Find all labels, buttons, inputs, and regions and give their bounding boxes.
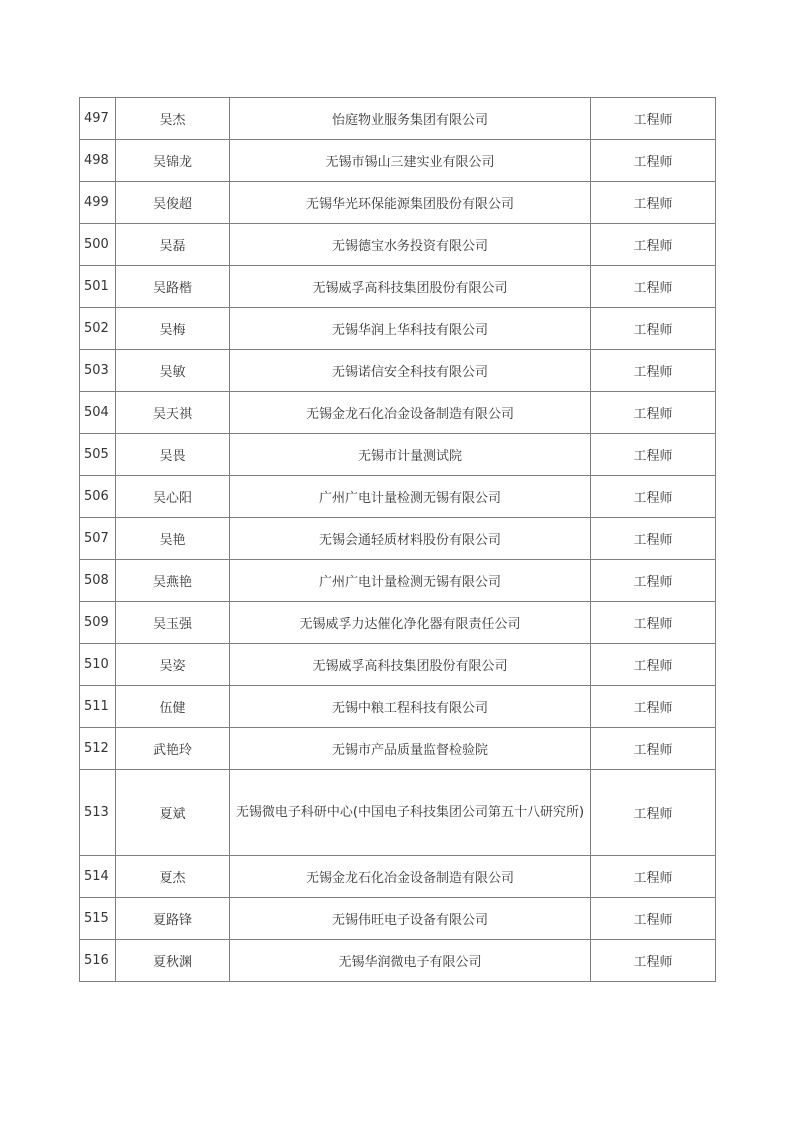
row-number: 506 xyxy=(80,476,116,518)
table-row xyxy=(80,602,716,644)
table-row xyxy=(80,224,716,266)
person-name: 武艳玲 xyxy=(116,728,230,770)
job-title: 工程师 xyxy=(591,308,716,350)
person-name: 吴磊 xyxy=(116,224,230,266)
person-name: 吴艳 xyxy=(116,518,230,560)
row-number: 500 xyxy=(80,224,116,266)
row-number: 507 xyxy=(80,518,116,560)
row-number: 502 xyxy=(80,308,116,350)
job-title: 工程师 xyxy=(591,686,716,728)
person-name: 夏杰 xyxy=(116,856,230,898)
organization: 无锡威孚高科技集团股份有限公司 xyxy=(230,266,591,308)
table-row xyxy=(80,476,716,518)
person-name: 吴锦龙 xyxy=(116,140,230,182)
organization: 无锡诺信安全科技有限公司 xyxy=(230,350,591,392)
person-name: 吴路楷 xyxy=(116,266,230,308)
person-name: 吴杰 xyxy=(116,98,230,140)
person-name: 吴玉强 xyxy=(116,602,230,644)
job-title: 工程师 xyxy=(591,898,716,940)
organization: 无锡中粮工程科技有限公司 xyxy=(230,686,591,728)
job-title: 工程师 xyxy=(591,98,716,140)
person-name: 夏路锋 xyxy=(116,898,230,940)
person-name: 夏秋渊 xyxy=(116,940,230,982)
table-row xyxy=(80,560,716,602)
row-number: 504 xyxy=(80,392,116,434)
table-row xyxy=(80,266,716,308)
table-row xyxy=(80,686,716,728)
table-row xyxy=(80,940,716,982)
table-row xyxy=(80,856,716,898)
organization: 广州广电计量检测无锡有限公司 xyxy=(230,560,591,602)
person-name: 吴畏 xyxy=(116,434,230,476)
organization: 怡庭物业服务集团有限公司 xyxy=(230,98,591,140)
organization: 无锡市计量测试院 xyxy=(230,434,591,476)
job-title: 工程师 xyxy=(591,350,716,392)
organization: 无锡华润上华科技有限公司 xyxy=(230,308,591,350)
row-number: 497 xyxy=(80,98,116,140)
job-title: 工程师 xyxy=(591,940,716,982)
row-number: 512 xyxy=(80,728,116,770)
organization: 无锡金龙石化冶金设备制造有限公司 xyxy=(230,392,591,434)
table-row xyxy=(80,182,716,224)
person-name: 吴敏 xyxy=(116,350,230,392)
table-row xyxy=(80,434,716,476)
organization: 广州广电计量检测无锡有限公司 xyxy=(230,476,591,518)
table-row xyxy=(80,140,716,182)
roster-body xyxy=(80,98,716,982)
organization: 无锡华润微电子有限公司 xyxy=(230,940,591,982)
job-title: 工程师 xyxy=(591,266,716,308)
row-number: 510 xyxy=(80,644,116,686)
organization: 无锡威孚力达催化净化器有限责任公司 xyxy=(230,602,591,644)
person-name: 吴天祺 xyxy=(116,392,230,434)
table-row xyxy=(80,350,716,392)
organization: 无锡金龙石化冶金设备制造有限公司 xyxy=(230,856,591,898)
row-number: 498 xyxy=(80,140,116,182)
row-number: 501 xyxy=(80,266,116,308)
person-name: 吴梅 xyxy=(116,308,230,350)
person-name: 夏斌 xyxy=(116,770,230,856)
table-row xyxy=(80,392,716,434)
organization: 无锡市锡山三建实业有限公司 xyxy=(230,140,591,182)
job-title: 工程师 xyxy=(591,602,716,644)
row-number: 503 xyxy=(80,350,116,392)
table-row xyxy=(80,518,716,560)
row-number: 514 xyxy=(80,856,116,898)
row-number: 505 xyxy=(80,434,116,476)
person-name: 吴俊超 xyxy=(116,182,230,224)
row-number: 511 xyxy=(80,686,116,728)
roster-table xyxy=(79,97,716,982)
table-row xyxy=(80,644,716,686)
row-number: 515 xyxy=(80,898,116,940)
job-title: 工程师 xyxy=(591,476,716,518)
table-row xyxy=(80,770,716,856)
job-title: 工程师 xyxy=(591,770,716,856)
job-title: 工程师 xyxy=(591,728,716,770)
table-row xyxy=(80,898,716,940)
row-number: 509 xyxy=(80,602,116,644)
row-number: 508 xyxy=(80,560,116,602)
job-title: 工程师 xyxy=(591,644,716,686)
row-number: 516 xyxy=(80,940,116,982)
organization: 无锡会通轻质材料股份有限公司 xyxy=(230,518,591,560)
organization: 无锡威孚高科技集团股份有限公司 xyxy=(230,644,591,686)
job-title: 工程师 xyxy=(591,392,716,434)
organization: 无锡市产品质量监督检验院 xyxy=(230,728,591,770)
job-title: 工程师 xyxy=(591,224,716,266)
table-row xyxy=(80,98,716,140)
job-title: 工程师 xyxy=(591,182,716,224)
job-title: 工程师 xyxy=(591,856,716,898)
person-name: 吴燕艳 xyxy=(116,560,230,602)
organization: 无锡德宝水务投资有限公司 xyxy=(230,224,591,266)
table-row xyxy=(80,308,716,350)
organization: 无锡华光环保能源集团股份有限公司 xyxy=(230,182,591,224)
row-number: 499 xyxy=(80,182,116,224)
person-name: 吴姿 xyxy=(116,644,230,686)
job-title: 工程师 xyxy=(591,140,716,182)
organization: 无锡微电子科研中心(中国电子科技集团公司第五十八研究所) xyxy=(230,770,591,856)
job-title: 工程师 xyxy=(591,518,716,560)
organization: 无锡伟旺电子设备有限公司 xyxy=(230,898,591,940)
person-name: 伍健 xyxy=(116,686,230,728)
job-title: 工程师 xyxy=(591,434,716,476)
person-name: 吴心阳 xyxy=(116,476,230,518)
table-row xyxy=(80,728,716,770)
job-title: 工程师 xyxy=(591,560,716,602)
row-number: 513 xyxy=(80,770,116,856)
